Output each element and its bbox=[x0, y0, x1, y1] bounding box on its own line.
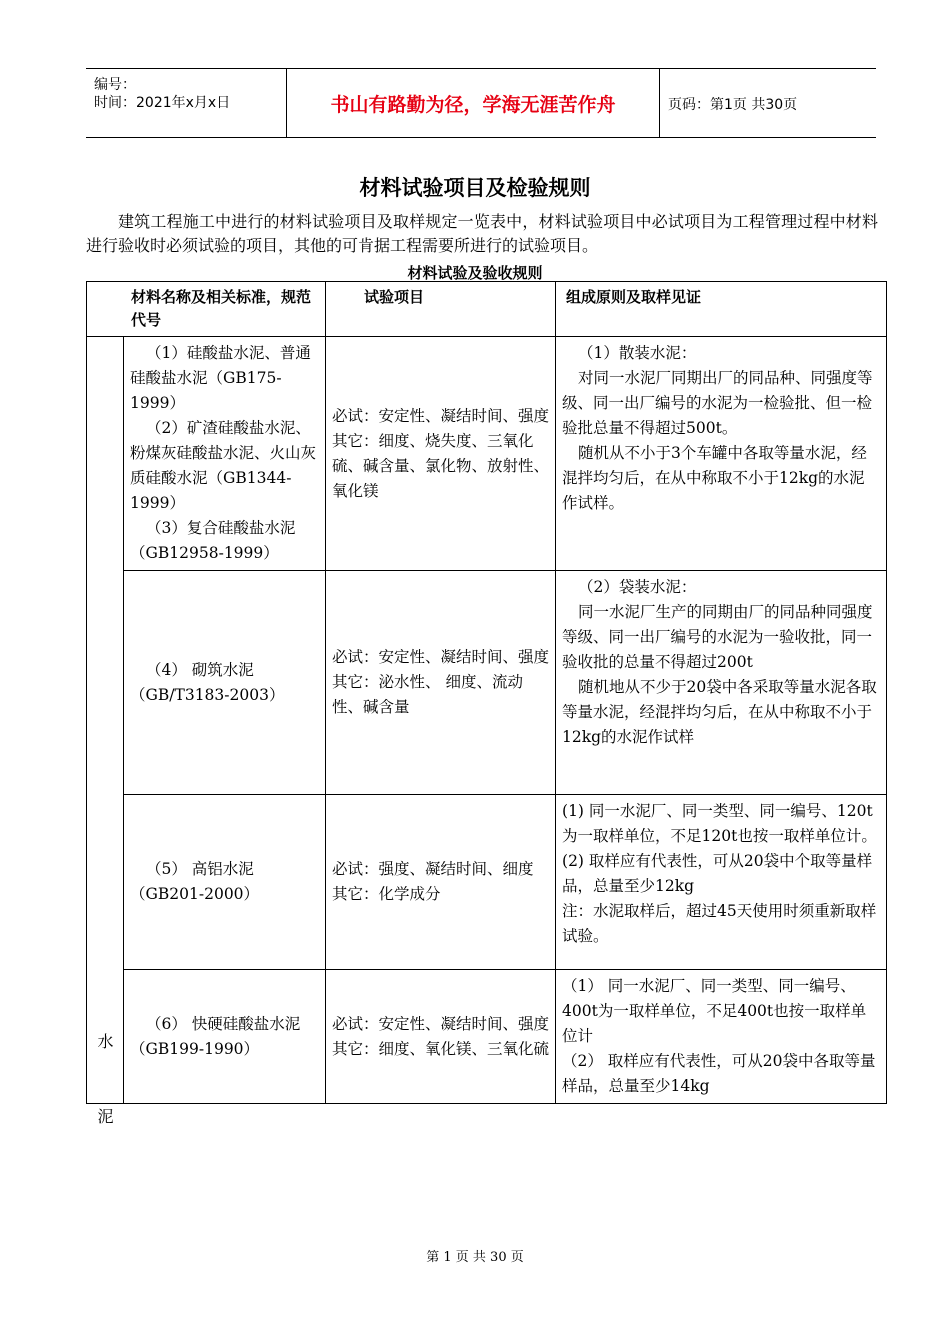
sampling-cell bbox=[556, 571, 887, 795]
table-row bbox=[87, 795, 887, 970]
sampling-line: 同一水泥厂生产的同期由厂的同品种同强度等级、同一出厂编号的水泥为一验收批，同一验收批的总量不得超过200t bbox=[562, 603, 873, 671]
tests-line: 其它：化学成分 bbox=[332, 885, 441, 903]
number-label: 编号： bbox=[94, 77, 136, 93]
tests-cell bbox=[326, 337, 556, 571]
materials-table bbox=[86, 281, 887, 1126]
material-cell bbox=[124, 571, 326, 795]
material-line: （5） 高铝水泥（GB201-2000） bbox=[130, 860, 260, 903]
sampling-line: （2） 取样应有代表性，可从20袋中各取等量样品，总量至少14kg bbox=[562, 1052, 876, 1095]
tests-line: 其它：细度、烧失度、三氧化硫、碱含量、氯化物、放射性、氧化镁 bbox=[332, 431, 550, 500]
header-sampling: 组成原则及取样见证 bbox=[556, 282, 887, 337]
sampling-line: （2）袋装水泥： bbox=[578, 578, 697, 596]
material-line: （4） 砌筑水泥（GB/T3183-2003） bbox=[130, 660, 285, 704]
material-line: （1）硅酸盐水泥、普通硅酸盐水泥（GB175-1999） bbox=[130, 344, 311, 412]
table-header-row bbox=[87, 282, 887, 337]
sampling-line: (1) 同一水泥厂、同一类型、同一编号、120t为一取样单位，不足120t也按一取样单位计。 bbox=[562, 802, 877, 845]
material-line: （2）矿渣硅酸盐水泥、粉煤灰硅酸盐水泥、火山灰质硅酸水泥（GB1344-1999） bbox=[130, 419, 317, 512]
sampling-line: （1）散装水泥： bbox=[578, 344, 697, 362]
header-material: 材料名称及相关标准，规范代号 bbox=[87, 282, 326, 337]
material-cell bbox=[124, 970, 326, 1104]
sampling-line: （1） 同一水泥厂、同一类型、同一编号、400t为一取样单位，不足400t也按一取样单位计 bbox=[562, 977, 867, 1045]
intro-paragraph: 建筑工程施工中进行的材料试验项目及取样规定一览表中，材料试验项目中必试项目为工程管理过程中材料进行验收时必须试验的项目，其他的可肯据工程需要所进行的试验项目。 bbox=[86, 212, 878, 255]
table-row bbox=[87, 571, 887, 795]
tests-line: 必试：强度、凝结时间、细度 bbox=[332, 860, 534, 878]
sampling-line: (2) 取样应有代表性，可从20袋中个取等量样品，总量至少12kg bbox=[562, 852, 873, 895]
table-row bbox=[87, 970, 887, 1104]
header-page-label: 页码：第1页 共30页 bbox=[668, 97, 798, 113]
page-footer: 第 1 页 共 30 页 bbox=[426, 1250, 524, 1265]
sampling-line: 随机从不小于3个车罐中各取等量水泥，经混拌均匀后，在从中称取不小于12kg的水泥作试样。 bbox=[562, 444, 867, 512]
material-line: （6） 快硬硅酸盐水泥（GB199-1990） bbox=[130, 1014, 301, 1058]
category-char-2: 泥 bbox=[97, 1107, 114, 1126]
sampling-cell bbox=[556, 795, 887, 970]
table-row bbox=[87, 337, 887, 571]
material-line: （3）复合硅酸盐水泥（GB12958-1999） bbox=[130, 519, 296, 562]
document-title: 材料试验项目及检验规则 bbox=[359, 176, 591, 200]
sampling-line: 对同一水泥厂同期出厂的同品种、同强度等级、同一出厂编号的水泥为一检验批、但一检验批总量不得超过500t。 bbox=[562, 369, 873, 437]
tests-cell bbox=[326, 970, 556, 1104]
tests-line: 必试：安定性、凝结时间、强度 bbox=[332, 406, 550, 425]
sampling-line: 随机地从不少于20袋中各采取等量水泥各取等量水泥，经混拌均匀后，在从中称取不小于12kg的水泥作试样 bbox=[562, 678, 877, 746]
tests-line: 其它：细度、氧化镁、三氧化硫 bbox=[332, 1039, 550, 1058]
tests-line: 必试：安定性、凝结时间、强度 bbox=[332, 1014, 550, 1033]
tests-cell bbox=[326, 795, 556, 970]
time-label: 时间：2021年x月x日 bbox=[94, 95, 231, 111]
category-char-1: 水 bbox=[97, 1032, 114, 1051]
table-title: 材料试验及验收规则 bbox=[407, 264, 543, 282]
tests-line: 其它：泌水性、 细度、流动性、碱含量 bbox=[332, 673, 523, 716]
tests-line: 必试：安定性、凝结时间、强度 bbox=[332, 648, 550, 666]
tests-cell bbox=[326, 571, 556, 795]
sampling-cell bbox=[556, 337, 887, 571]
header-motto: 书山有路勤为径，学海无涯苦作舟 bbox=[287, 69, 660, 137]
material-cell bbox=[124, 337, 326, 571]
header-meta bbox=[86, 69, 287, 137]
header-tests: 试验项目 bbox=[326, 282, 556, 337]
material-cell bbox=[124, 795, 326, 970]
sampling-line: 注：水泥取样后，超过45天使用时须重新取样试验。 bbox=[562, 902, 877, 945]
sampling-cell bbox=[556, 970, 887, 1104]
page-header bbox=[86, 68, 876, 138]
category-cell bbox=[87, 337, 124, 1126]
